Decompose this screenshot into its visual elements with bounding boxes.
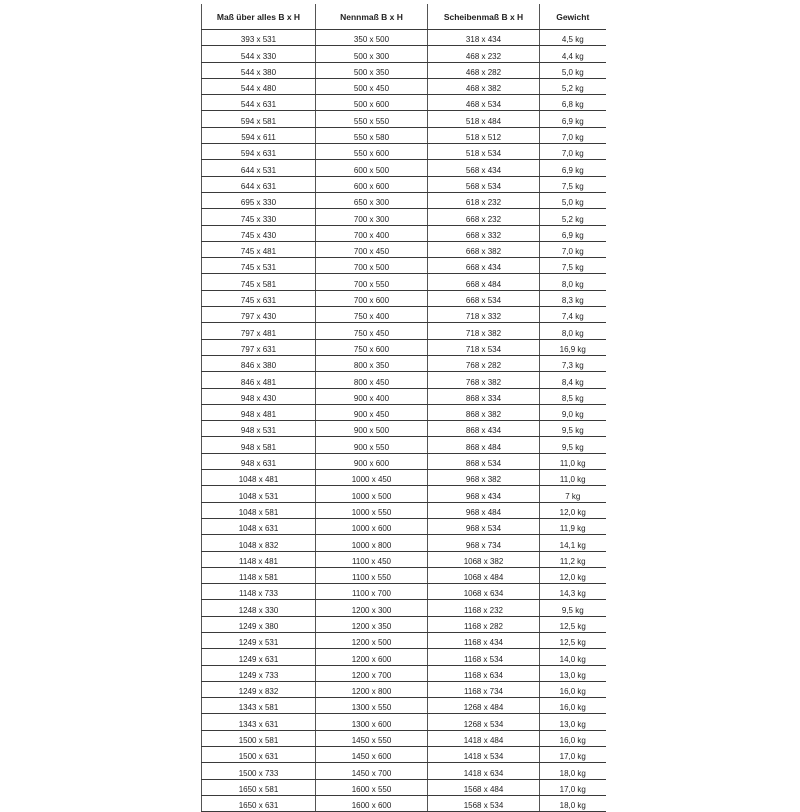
cell-nominal-size: 500 x 350 [316, 62, 428, 78]
table-row [202, 46, 606, 62]
cell-overall-size: 1148 x 481 [202, 551, 316, 567]
table-row [202, 274, 606, 290]
table-row [202, 258, 606, 274]
cell-overall-size: 393 x 531 [202, 30, 316, 46]
header-nominal-size: Nennmaß B x H [316, 4, 428, 30]
cell-nominal-size: 600 x 500 [316, 160, 428, 176]
header-weight: Gewicht [540, 4, 606, 30]
cell-weight: 14,1 kg [540, 535, 606, 551]
cell-nominal-size: 700 x 450 [316, 241, 428, 257]
cell-overall-size: 1048 x 832 [202, 535, 316, 551]
table-row [202, 307, 606, 323]
cell-nominal-size: 1200 x 500 [316, 632, 428, 648]
cell-nominal-size: 750 x 400 [316, 307, 428, 323]
cell-pane-size: 868 x 484 [428, 437, 540, 453]
cell-pane-size: 668 x 382 [428, 241, 540, 257]
cell-nominal-size: 1450 x 700 [316, 763, 428, 779]
cell-overall-size: 644 x 631 [202, 176, 316, 192]
table-row [202, 795, 606, 811]
cell-weight: 7,3 kg [540, 355, 606, 371]
table-row [202, 388, 606, 404]
cell-pane-size: 568 x 434 [428, 160, 540, 176]
cell-overall-size: 1048 x 631 [202, 518, 316, 534]
cell-pane-size: 468 x 282 [428, 62, 540, 78]
cell-pane-size: 718 x 332 [428, 307, 540, 323]
table-row [202, 372, 606, 388]
header-row [202, 4, 606, 30]
table-row [202, 225, 606, 241]
cell-weight: 17,0 kg [540, 779, 606, 795]
cell-weight: 13,0 kg [540, 665, 606, 681]
cell-pane-size: 1268 x 484 [428, 698, 540, 714]
cell-overall-size: 1249 x 733 [202, 665, 316, 681]
cell-nominal-size: 700 x 550 [316, 274, 428, 290]
cell-pane-size: 668 x 434 [428, 258, 540, 274]
cell-pane-size: 1168 x 534 [428, 649, 540, 665]
cell-nominal-size: 700 x 500 [316, 258, 428, 274]
cell-pane-size: 518 x 484 [428, 111, 540, 127]
cell-weight: 9,5 kg [540, 421, 606, 437]
cell-overall-size: 1148 x 733 [202, 584, 316, 600]
cell-pane-size: 968 x 382 [428, 470, 540, 486]
table-row [202, 339, 606, 355]
cell-overall-size: 1650 x 581 [202, 779, 316, 795]
table-row [202, 404, 606, 420]
table-row [202, 649, 606, 665]
cell-overall-size: 644 x 531 [202, 160, 316, 176]
cell-pane-size: 518 x 534 [428, 144, 540, 160]
cell-weight: 4,5 kg [540, 30, 606, 46]
cell-weight: 11,0 kg [540, 453, 606, 469]
cell-pane-size: 1168 x 634 [428, 665, 540, 681]
table-row [202, 209, 606, 225]
cell-overall-size: 544 x 631 [202, 95, 316, 111]
cell-nominal-size: 700 x 300 [316, 209, 428, 225]
cell-weight: 16,0 kg [540, 698, 606, 714]
cell-pane-size: 468 x 534 [428, 95, 540, 111]
cell-weight: 5,2 kg [540, 78, 606, 94]
cell-pane-size: 1068 x 634 [428, 584, 540, 600]
cell-nominal-size: 1000 x 600 [316, 518, 428, 534]
cell-overall-size: 846 x 380 [202, 355, 316, 371]
cell-pane-size: 668 x 332 [428, 225, 540, 241]
cell-nominal-size: 900 x 600 [316, 453, 428, 469]
cell-pane-size: 318 x 434 [428, 30, 540, 46]
cell-overall-size: 846 x 481 [202, 372, 316, 388]
cell-nominal-size: 350 x 500 [316, 30, 428, 46]
table-row [202, 421, 606, 437]
cell-nominal-size: 800 x 350 [316, 355, 428, 371]
cell-pane-size: 668 x 484 [428, 274, 540, 290]
cell-overall-size: 1249 x 631 [202, 649, 316, 665]
cell-nominal-size: 500 x 600 [316, 95, 428, 111]
table-row [202, 437, 606, 453]
table-row [202, 535, 606, 551]
cell-pane-size: 468 x 382 [428, 78, 540, 94]
cell-overall-size: 948 x 531 [202, 421, 316, 437]
cell-overall-size: 1249 x 531 [202, 632, 316, 648]
cell-nominal-size: 550 x 550 [316, 111, 428, 127]
cell-overall-size: 745 x 330 [202, 209, 316, 225]
cell-pane-size: 968 x 434 [428, 486, 540, 502]
cell-weight: 5,0 kg [540, 192, 606, 208]
cell-weight: 7,5 kg [540, 258, 606, 274]
cell-weight: 18,0 kg [540, 795, 606, 811]
cell-weight: 7,5 kg [540, 176, 606, 192]
cell-pane-size: 868 x 434 [428, 421, 540, 437]
table-row [202, 323, 606, 339]
cell-nominal-size: 550 x 600 [316, 144, 428, 160]
cell-weight: 7,4 kg [540, 307, 606, 323]
cell-nominal-size: 500 x 450 [316, 78, 428, 94]
table-row [202, 453, 606, 469]
cell-weight: 8,0 kg [540, 323, 606, 339]
cell-nominal-size: 750 x 600 [316, 339, 428, 355]
cell-weight: 11,2 kg [540, 551, 606, 567]
cell-pane-size: 1068 x 382 [428, 551, 540, 567]
table-row [202, 355, 606, 371]
cell-nominal-size: 1200 x 700 [316, 665, 428, 681]
cell-nominal-size: 1100 x 450 [316, 551, 428, 567]
cell-overall-size: 1048 x 581 [202, 502, 316, 518]
cell-nominal-size: 1600 x 600 [316, 795, 428, 811]
cell-pane-size: 768 x 282 [428, 355, 540, 371]
cell-nominal-size: 900 x 550 [316, 437, 428, 453]
table-row [202, 779, 606, 795]
cell-pane-size: 968 x 734 [428, 535, 540, 551]
table-row [202, 127, 606, 143]
cell-nominal-size: 900 x 450 [316, 404, 428, 420]
table-row [202, 632, 606, 648]
cell-weight: 5,0 kg [540, 62, 606, 78]
table-row [202, 698, 606, 714]
cell-pane-size: 1168 x 434 [428, 632, 540, 648]
cell-weight: 8,3 kg [540, 290, 606, 306]
cell-nominal-size: 1300 x 600 [316, 714, 428, 730]
table-row [202, 747, 606, 763]
cell-weight: 4,4 kg [540, 46, 606, 62]
cell-overall-size: 1500 x 581 [202, 730, 316, 746]
cell-pane-size: 868 x 534 [428, 453, 540, 469]
table-row [202, 600, 606, 616]
cell-nominal-size: 1000 x 550 [316, 502, 428, 518]
table-row [202, 95, 606, 111]
cell-nominal-size: 1200 x 300 [316, 600, 428, 616]
cell-weight: 8,5 kg [540, 388, 606, 404]
table-row [202, 111, 606, 127]
cell-nominal-size: 1200 x 600 [316, 649, 428, 665]
cell-nominal-size: 1600 x 550 [316, 779, 428, 795]
cell-pane-size: 1168 x 282 [428, 616, 540, 632]
cell-overall-size: 1249 x 832 [202, 681, 316, 697]
table-row [202, 567, 606, 583]
cell-weight: 16,9 kg [540, 339, 606, 355]
cell-weight: 11,0 kg [540, 470, 606, 486]
cell-pane-size: 518 x 512 [428, 127, 540, 143]
table-row [202, 616, 606, 632]
cell-overall-size: 1650 x 631 [202, 795, 316, 811]
cell-overall-size: 948 x 631 [202, 453, 316, 469]
cell-weight: 7,0 kg [540, 241, 606, 257]
cell-pane-size: 468 x 232 [428, 46, 540, 62]
cell-pane-size: 868 x 382 [428, 404, 540, 420]
cell-overall-size: 948 x 430 [202, 388, 316, 404]
cell-nominal-size: 1000 x 800 [316, 535, 428, 551]
cell-weight: 11,9 kg [540, 518, 606, 534]
cell-pane-size: 668 x 232 [428, 209, 540, 225]
cell-nominal-size: 500 x 300 [316, 46, 428, 62]
cell-overall-size: 544 x 380 [202, 62, 316, 78]
table-row [202, 290, 606, 306]
cell-weight: 8,4 kg [540, 372, 606, 388]
cell-nominal-size: 1450 x 550 [316, 730, 428, 746]
header-pane-size: Scheibenmaß B x H [428, 4, 540, 30]
cell-overall-size: 797 x 631 [202, 339, 316, 355]
cell-pane-size: 968 x 484 [428, 502, 540, 518]
cell-nominal-size: 550 x 580 [316, 127, 428, 143]
cell-pane-size: 668 x 534 [428, 290, 540, 306]
table-body [202, 30, 606, 812]
table-row [202, 486, 606, 502]
cell-overall-size: 1048 x 481 [202, 470, 316, 486]
cell-weight: 14,0 kg [540, 649, 606, 665]
cell-nominal-size: 1200 x 350 [316, 616, 428, 632]
cell-overall-size: 745 x 631 [202, 290, 316, 306]
cell-weight: 14,3 kg [540, 584, 606, 600]
dimension-table-sheet [201, 4, 605, 811]
cell-overall-size: 948 x 481 [202, 404, 316, 420]
table-row [202, 551, 606, 567]
cell-pane-size: 1168 x 232 [428, 600, 540, 616]
cell-weight: 6,9 kg [540, 225, 606, 241]
cell-weight: 16,0 kg [540, 730, 606, 746]
cell-weight: 8,0 kg [540, 274, 606, 290]
cell-overall-size: 745 x 481 [202, 241, 316, 257]
cell-weight: 9,5 kg [540, 437, 606, 453]
cell-pane-size: 718 x 534 [428, 339, 540, 355]
table-row [202, 763, 606, 779]
cell-weight: 6,9 kg [540, 160, 606, 176]
cell-overall-size: 1148 x 581 [202, 567, 316, 583]
table-row [202, 160, 606, 176]
cell-weight: 17,0 kg [540, 747, 606, 763]
cell-weight: 9,0 kg [540, 404, 606, 420]
cell-weight: 12,5 kg [540, 632, 606, 648]
table-row [202, 730, 606, 746]
cell-weight: 12,0 kg [540, 567, 606, 583]
table-row [202, 176, 606, 192]
table-row [202, 470, 606, 486]
cell-weight: 5,2 kg [540, 209, 606, 225]
cell-overall-size: 544 x 480 [202, 78, 316, 94]
cell-overall-size: 1048 x 531 [202, 486, 316, 502]
cell-nominal-size: 750 x 450 [316, 323, 428, 339]
cell-overall-size: 1248 x 330 [202, 600, 316, 616]
cell-pane-size: 1418 x 634 [428, 763, 540, 779]
cell-overall-size: 797 x 430 [202, 307, 316, 323]
cell-weight: 12,5 kg [540, 616, 606, 632]
cell-nominal-size: 900 x 400 [316, 388, 428, 404]
cell-pane-size: 968 x 534 [428, 518, 540, 534]
table-row [202, 192, 606, 208]
cell-pane-size: 1568 x 534 [428, 795, 540, 811]
cell-pane-size: 1568 x 484 [428, 779, 540, 795]
cell-pane-size: 1418 x 484 [428, 730, 540, 746]
cell-weight: 16,0 kg [540, 681, 606, 697]
cell-nominal-size: 1200 x 800 [316, 681, 428, 697]
cell-pane-size: 618 x 232 [428, 192, 540, 208]
table-row [202, 78, 606, 94]
cell-weight: 18,0 kg [540, 763, 606, 779]
header-overall-size: Maß über alles B x H [202, 4, 316, 30]
table-row [202, 502, 606, 518]
cell-pane-size: 1418 x 534 [428, 747, 540, 763]
cell-overall-size: 745 x 581 [202, 274, 316, 290]
cell-nominal-size: 1000 x 450 [316, 470, 428, 486]
cell-weight: 7 kg [540, 486, 606, 502]
cell-overall-size: 1500 x 733 [202, 763, 316, 779]
cell-weight: 6,9 kg [540, 111, 606, 127]
table-row [202, 714, 606, 730]
cell-weight: 9,5 kg [540, 600, 606, 616]
cell-nominal-size: 1100 x 700 [316, 584, 428, 600]
cell-nominal-size: 1000 x 500 [316, 486, 428, 502]
table-header [202, 4, 606, 30]
cell-weight: 7,0 kg [540, 127, 606, 143]
table-row [202, 584, 606, 600]
cell-pane-size: 1068 x 484 [428, 567, 540, 583]
cell-overall-size: 594 x 631 [202, 144, 316, 160]
table-row [202, 681, 606, 697]
cell-nominal-size: 700 x 400 [316, 225, 428, 241]
cell-nominal-size: 1100 x 550 [316, 567, 428, 583]
table-row [202, 665, 606, 681]
cell-overall-size: 594 x 611 [202, 127, 316, 143]
cell-overall-size: 544 x 330 [202, 46, 316, 62]
cell-pane-size: 1168 x 734 [428, 681, 540, 697]
cell-overall-size: 1343 x 631 [202, 714, 316, 730]
cell-overall-size: 594 x 581 [202, 111, 316, 127]
table-row [202, 144, 606, 160]
table-row [202, 518, 606, 534]
cell-overall-size: 1500 x 631 [202, 747, 316, 763]
cell-weight: 6,8 kg [540, 95, 606, 111]
cell-overall-size: 797 x 481 [202, 323, 316, 339]
cell-overall-size: 1343 x 581 [202, 698, 316, 714]
cell-overall-size: 745 x 531 [202, 258, 316, 274]
cell-nominal-size: 700 x 600 [316, 290, 428, 306]
cell-weight: 12,0 kg [540, 502, 606, 518]
cell-pane-size: 718 x 382 [428, 323, 540, 339]
cell-pane-size: 868 x 334 [428, 388, 540, 404]
cell-weight: 7,0 kg [540, 144, 606, 160]
cell-nominal-size: 1450 x 600 [316, 747, 428, 763]
cell-overall-size: 745 x 430 [202, 225, 316, 241]
cell-nominal-size: 600 x 600 [316, 176, 428, 192]
cell-overall-size: 948 x 581 [202, 437, 316, 453]
cell-nominal-size: 650 x 300 [316, 192, 428, 208]
cell-pane-size: 1268 x 534 [428, 714, 540, 730]
cell-pane-size: 768 x 382 [428, 372, 540, 388]
cell-pane-size: 568 x 534 [428, 176, 540, 192]
cell-nominal-size: 800 x 450 [316, 372, 428, 388]
cell-weight: 13,0 kg [540, 714, 606, 730]
table-row [202, 241, 606, 257]
cell-nominal-size: 1300 x 550 [316, 698, 428, 714]
table-row [202, 30, 606, 46]
cell-overall-size: 695 x 330 [202, 192, 316, 208]
dimension-table [201, 4, 606, 812]
cell-nominal-size: 900 x 500 [316, 421, 428, 437]
table-row [202, 62, 606, 78]
cell-overall-size: 1249 x 380 [202, 616, 316, 632]
